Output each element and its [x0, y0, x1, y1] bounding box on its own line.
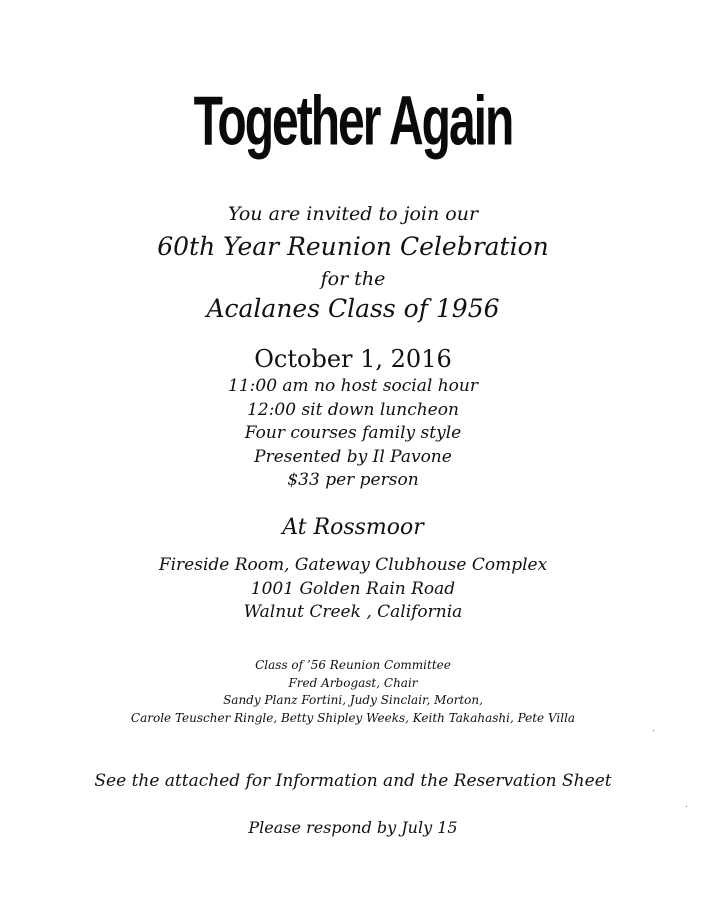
scan-speck [686, 806, 687, 807]
scan-speck [653, 730, 654, 731]
respond-note: Please respond by July 15 [248, 818, 458, 837]
banner-title: Together Again [193, 83, 513, 161]
event-date: October 1, 2016 [254, 345, 452, 373]
class-name: Acalanes Class of 1956 [206, 294, 500, 323]
venue-line: 1001 Golden Rain Road [250, 579, 456, 599]
venue-line: Walnut Creek , California [243, 602, 463, 622]
detail-item: Presented by Il Pavone [254, 447, 452, 467]
detail-item: Four courses family style [244, 423, 462, 443]
committee-chair: Fred Arbogast, Chair [288, 676, 418, 690]
committee-members: Sandy Planz Fortini, Judy Sinclair, Morton, [223, 693, 483, 707]
event-title: 60th Year Reunion Celebration [157, 232, 549, 261]
detail-item: 12:00 sit down luncheon [247, 400, 459, 420]
for-the-line: for the [320, 268, 386, 290]
invite-line: You are invited to join our [227, 203, 479, 225]
info-note: See the attached for Information and the Reservation Sheet [94, 771, 612, 791]
committee-title: Class of ’56 Reunion Committee [255, 658, 451, 672]
committee-members: Carole Teuscher Ringle, Betty Shipley Weeks, Keith Takahashi, Pete Villa [130, 711, 576, 725]
venue-heading: At Rossmoor [282, 515, 424, 540]
detail-item: 11:00 am no host social hour [228, 376, 478, 396]
price-line: $33 per person [287, 470, 419, 490]
venue-line: Fireside Room, Gateway Clubhouse Complex [158, 555, 548, 575]
